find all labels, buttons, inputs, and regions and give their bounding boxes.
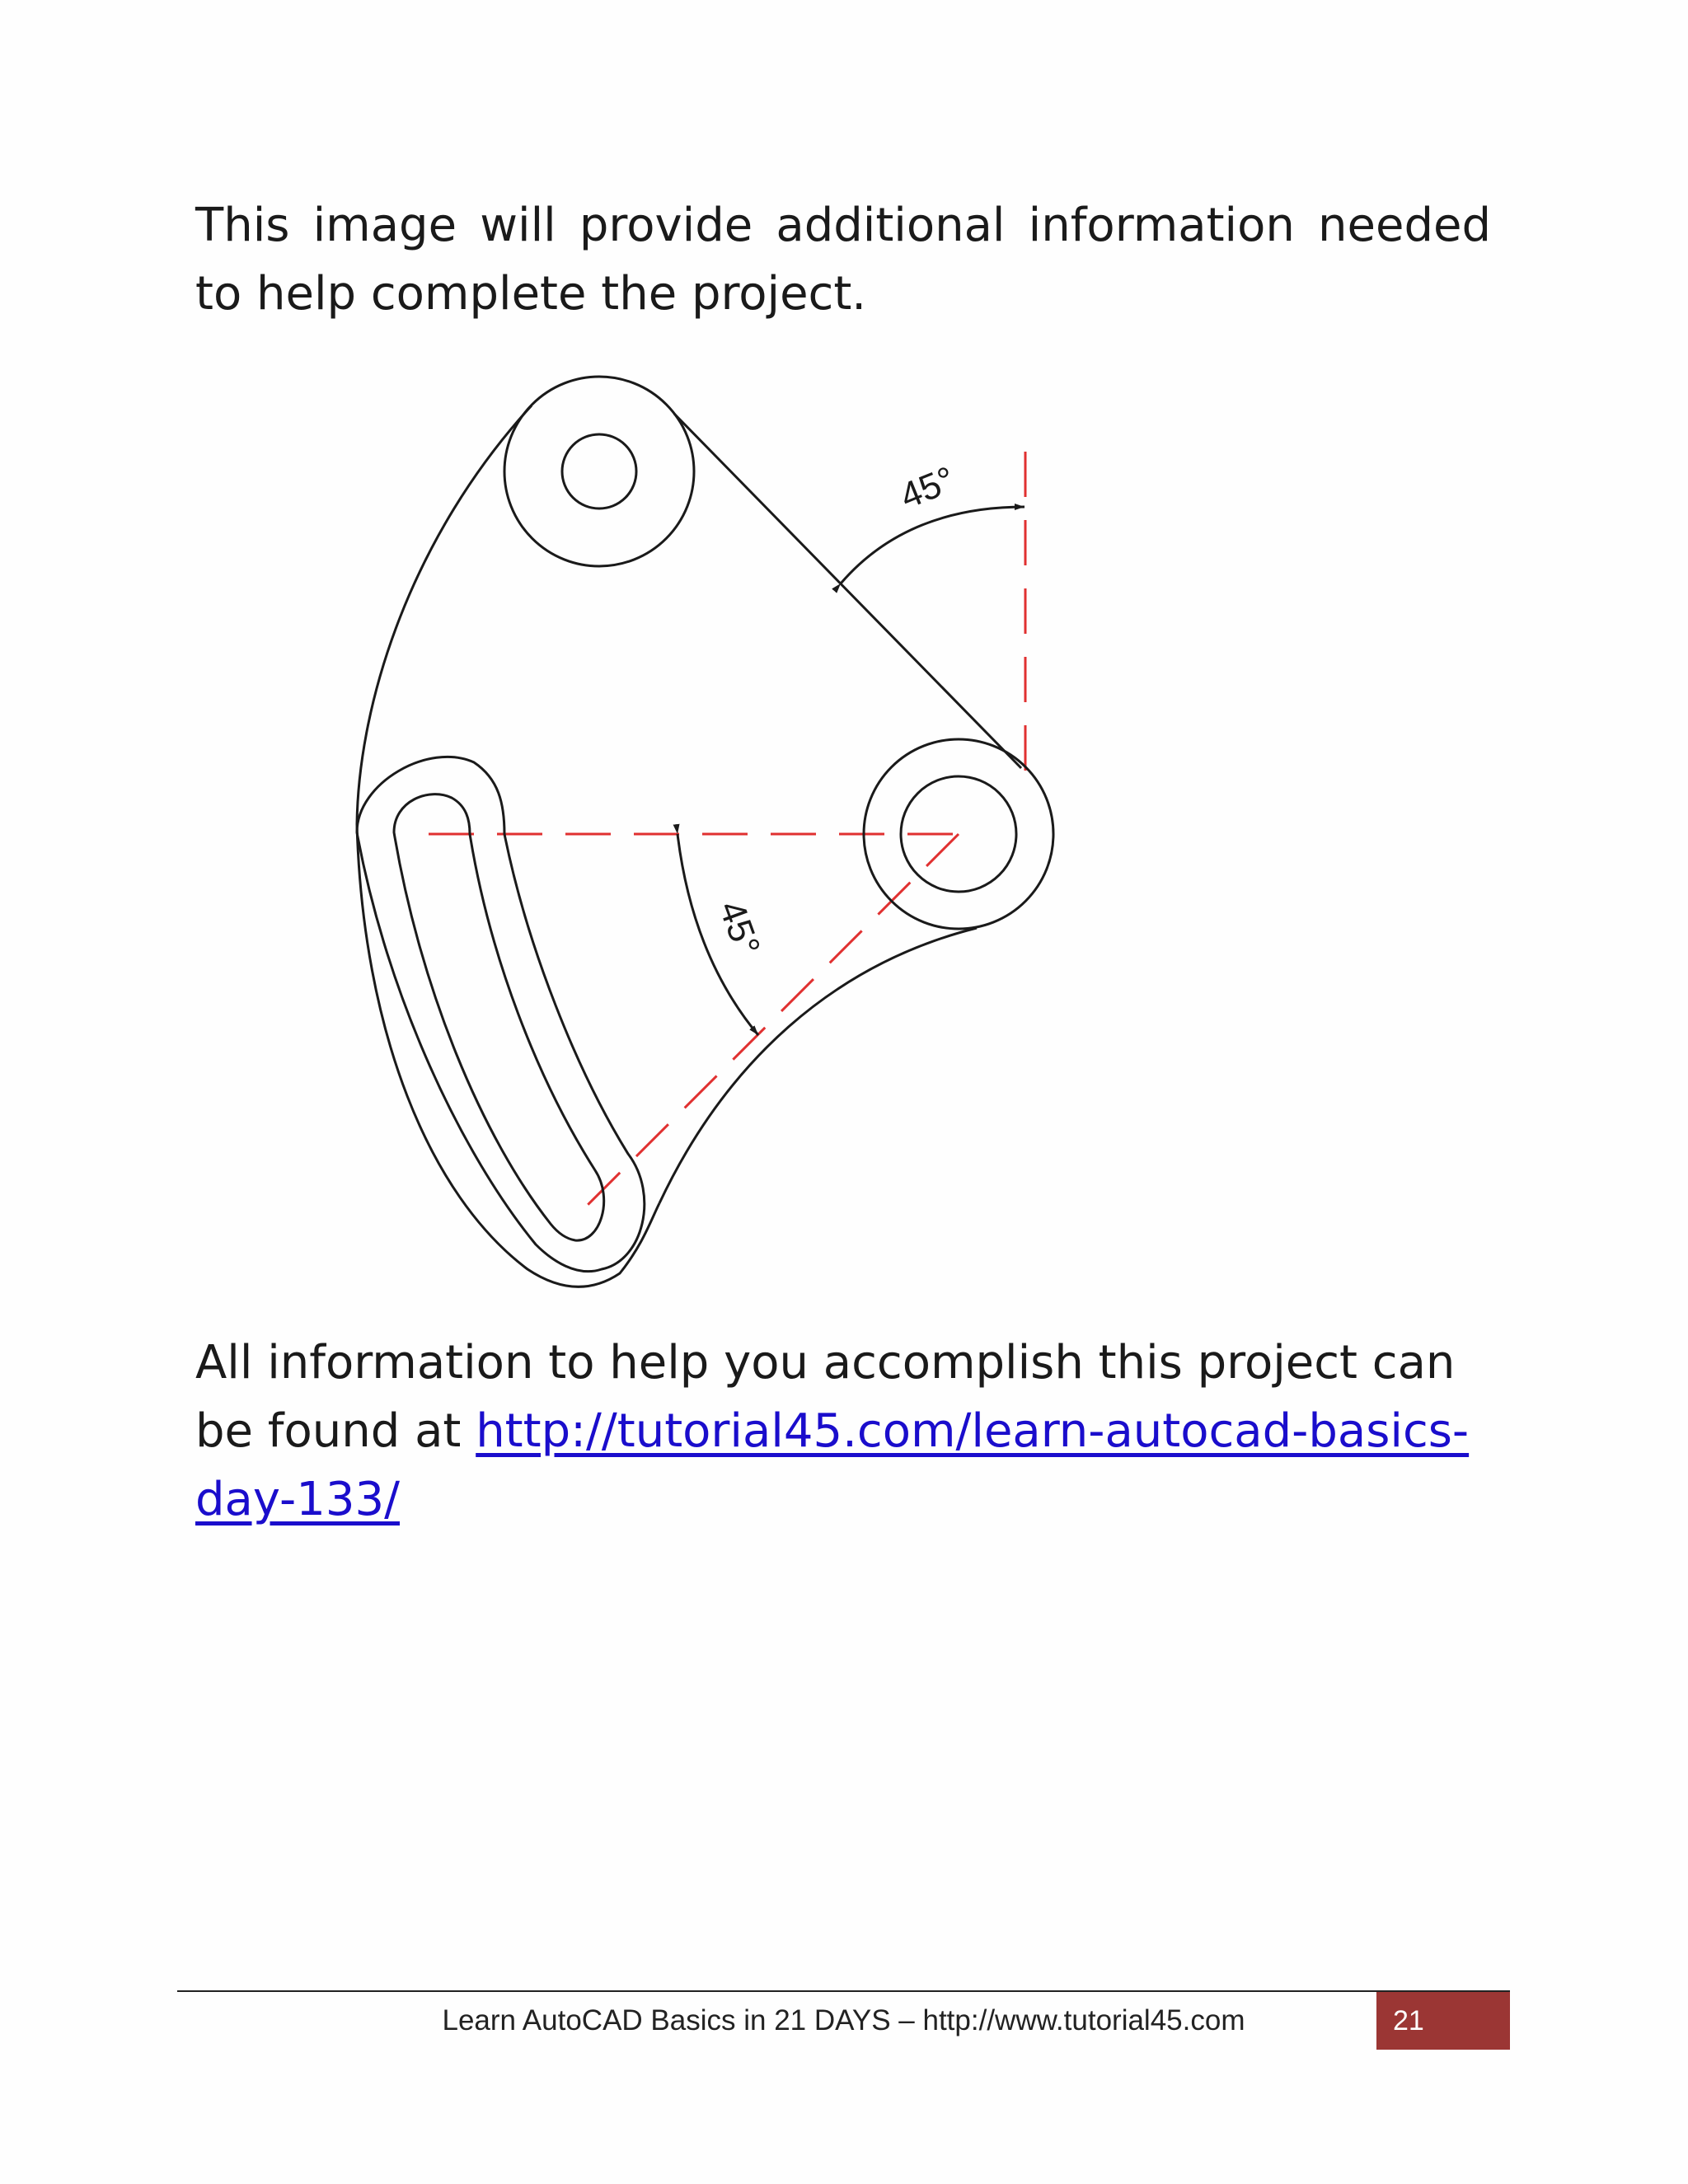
dimension-bottom <box>678 834 767 1035</box>
part-outline <box>357 377 1053 1286</box>
dimension-top <box>841 459 1025 583</box>
dimension-arc-top <box>841 507 1025 583</box>
tangent-edge <box>674 414 1021 768</box>
slot-inner <box>394 794 604 1240</box>
intro-text: This image will provide additional information needed to help complete the project. <box>195 199 1491 321</box>
outro-text: All information to help you accomplish this project can be found at <box>195 1336 1456 1458</box>
angle-label-bottom: 45° <box>710 895 768 961</box>
page-number-badge <box>1376 1992 1510 2050</box>
footer-divider <box>177 1990 1510 1992</box>
top-hole <box>562 434 636 509</box>
outro-paragraph <box>195 1329 1491 1534</box>
inner-arc <box>659 928 977 1203</box>
top-boss-outer <box>504 377 694 566</box>
page-number: 21 <box>1393 2005 1424 2036</box>
outer-left-lower <box>357 824 659 1286</box>
footer-text: Learn AutoCAD Basics in 21 DAYS – http://www.tutorial45.com <box>442 2004 1245 2036</box>
centerlines <box>429 452 1025 1209</box>
diagonal-centerline <box>584 834 959 1209</box>
tutorial-link[interactable]: http://tutorial45.com/learn-autocad-basics-day-133/ <box>195 1404 1470 1526</box>
angle-label-top: 45° <box>894 458 961 518</box>
